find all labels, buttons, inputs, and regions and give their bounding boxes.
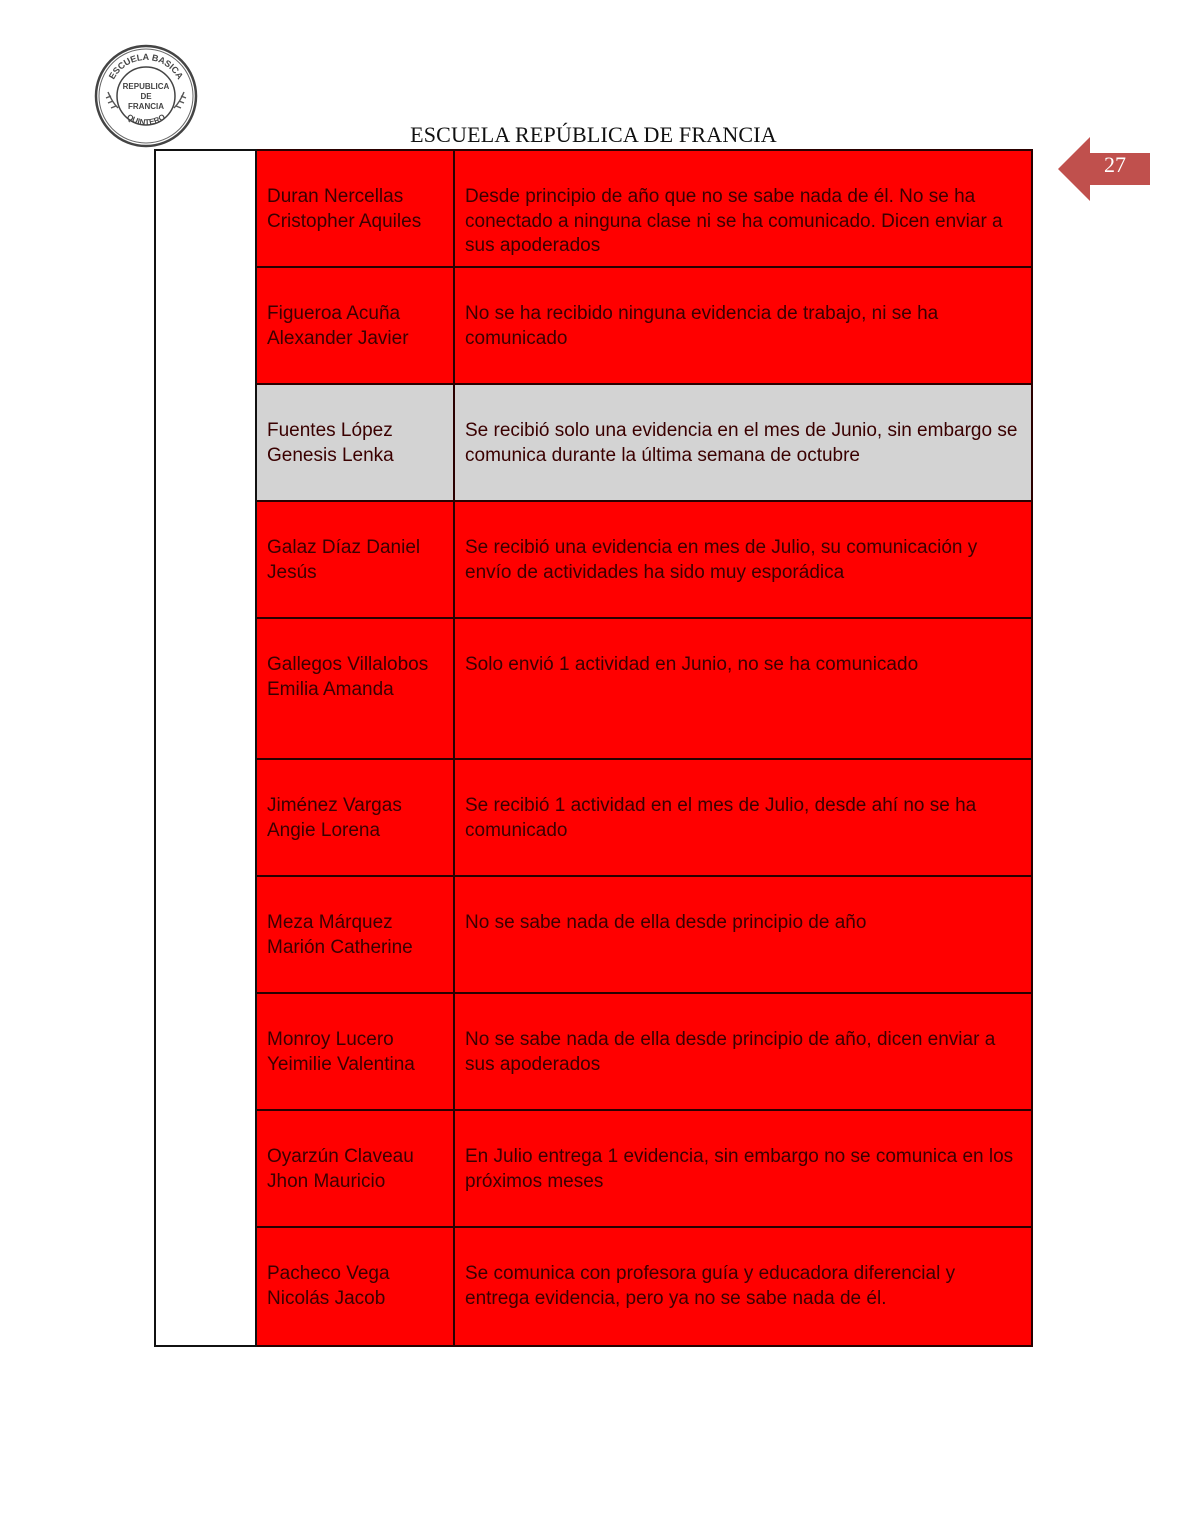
table-row [155, 1110, 1032, 1227]
blank-column-cell [155, 150, 256, 1346]
student-note: Se recibió 1 actividad en el mes de Julio, desde ahí no se ha comunicado [454, 759, 1032, 876]
student-note: En Julio entrega 1 evidencia, sin embargo no se comunica en los próximos meses [454, 1110, 1032, 1227]
table-row [155, 876, 1032, 993]
student-name: Gallegos Villalobos Emilia Amanda [256, 618, 454, 759]
table-row [155, 384, 1032, 501]
student-name: Fuentes López Genesis Lenka [256, 384, 454, 501]
svg-text:QUINTERO: QUINTERO [125, 112, 167, 127]
student-note: Se comunica con profesora guía y educadora diferencial y entrega evidencia, pero ya no se sabe nada de él. [454, 1227, 1032, 1346]
svg-text:ESCUELA BASICA: ESCUELA BASICA [106, 51, 186, 81]
student-note: Solo envió 1 actividad en Junio, no se ha comunicado [454, 618, 1032, 759]
table-row [155, 759, 1032, 876]
page-number: 27 [1104, 152, 1126, 177]
svg-text:FRANCIA: FRANCIA [128, 102, 164, 111]
student-name: Galaz Díaz Daniel Jesús [256, 501, 454, 618]
student-note: Se recibió solo una evidencia en el mes de Junio, sin embargo se comunica durante la última semana de octubre [454, 384, 1032, 501]
student-name: Jiménez Vargas Angie Lorena [256, 759, 454, 876]
student-name: Duran Nercellas Cristopher Aquiles [256, 150, 454, 267]
student-note: Desde principio de año que no se sabe nada de él. No se ha conectado a ninguna clase ni se ha comunicado. Dicen enviar a sus apoderados [454, 150, 1032, 267]
student-note: Se recibió una evidencia en mes de Julio, su comunicación y envío de actividades ha sido muy esporádica [454, 501, 1032, 618]
student-name: Oyarzún Claveau Jhon Mauricio [256, 1110, 454, 1227]
student-name: Figueroa Acuña Alexander Javier [256, 267, 454, 384]
table-row [155, 1227, 1032, 1346]
table-row [155, 501, 1032, 618]
table-row [155, 267, 1032, 384]
student-name: Pacheco Vega Nicolás Jacob [256, 1227, 454, 1346]
student-note: No se sabe nada de ella desde principio de año [454, 876, 1032, 993]
svg-text:REPUBLICA: REPUBLICA [122, 82, 170, 91]
document-title: ESCUELA REPÚBLICA DE FRANCIA [410, 122, 777, 147]
student-name: Monroy Lucero Yeimilie Valentina [256, 993, 454, 1110]
table-row [155, 150, 1032, 267]
student-note: No se sabe nada de ella desde principio de año, dicen enviar a sus apoderados [454, 993, 1032, 1110]
student-note: No se ha recibido ninguna evidencia de trabajo, ni se ha comunicado [454, 267, 1032, 384]
student-name: Meza Márquez Marión Catherine [256, 876, 454, 993]
table-row [155, 618, 1032, 759]
table-row [155, 993, 1032, 1110]
svg-text:DE: DE [140, 92, 152, 101]
student-status-table [154, 149, 1033, 1347]
